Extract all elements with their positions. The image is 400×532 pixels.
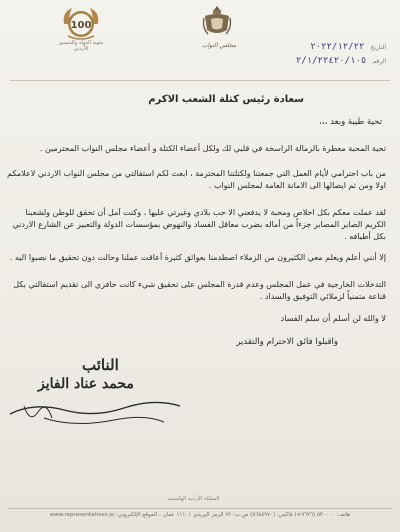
paragraph-3: لقد عملت معكم بكل اخلاص ومحبة لا يدفعني الا حب بلادي وغيرتي عليها ، وكنت آمل أن تحقق للوطن ولشعبنا الكريم الصابر المصابر جزءاً من أماله بضرب معاقل الفساد والنهوض بمؤسسات الدولة والتعبير عن الشارع الاردني بكل أطيافه . [12, 208, 386, 241]
paragraph-4: إلا أنني أعلم ويعلم معي الكثيرون من الزملاء اصطدمنا بعوائق كثيرة أعاقت عملنا وحالت دون تحقيق ما نصبوا اليه . [9, 253, 386, 262]
date-label: التاريخ [370, 44, 386, 51]
closing-line: لا والله لن أسلم أن سلم الفساد [280, 314, 386, 323]
footer-contact: هاتف: ٥٣٠٠٠٠ (٩٦٢٦+) فاكس: (٥٦٨٥٩٧٠) ص.ب: ٧٢ الرمز البريدي ١١١٠١ عمان ، الموقع الإلكتروني: www.representatives.jo [49, 512, 351, 518]
signer-title: النائب [82, 356, 119, 374]
centenary-caption: مئوية الدولة والدستور الأردني [58, 40, 104, 52]
greeting: تحية طيبة وبعد ،،، [319, 117, 382, 127]
handwritten-signature [4, 384, 184, 436]
parliament-caption: مجلس النواب [201, 42, 237, 49]
reference-row [266, 56, 386, 70]
parliament-crest-icon [202, 4, 232, 38]
letter-meta [266, 42, 386, 70]
date-value: ٢٠٢٢/١٢/٢٢ [310, 42, 365, 52]
addressee: سعادة رئيس كتلة الشعب الاكرم [148, 94, 304, 105]
paragraph-5: التدخلات الخارجية في عمل المجلس وعدم قدرة المجلس على تحقيق شيء كانت حافزي الى تقديم استقالتي بكل قناعة متمنياً لزملائي التوفيق والسداد . [13, 280, 386, 301]
centenary-100-logo [58, 4, 104, 44]
footer-divider [8, 508, 392, 509]
paragraph-2: من باب احترامي لأيام العمل التي جمعتنا ولكتلتنا المحترمة ، ابعث لكم استقالتي من مجلس النواب الاردني لاعلامكم اولا ومن ثم ايصالها الى الامانة العامة لمجلس النواب . [7, 169, 386, 190]
header-divider [10, 80, 390, 81]
paragraph-1: تحية المحبة معطرة بالزمالة الراسخة في قلبي لك ولكل أعضاء الكتلة و أعضاء مجلس النواب المحترمين . [39, 144, 386, 153]
reference-value: ٢/١/٢٢٤٢٠/١٠٥ [295, 56, 367, 66]
signer-name: محمد عناد الفايز [38, 376, 134, 392]
svg-text:100: 100 [70, 20, 92, 31]
date-row [266, 42, 386, 56]
footer-seal-text: المملكة الأردنية الهاشمية [168, 496, 220, 502]
closing-regards: واقبلوا فائق الاحترام والتقدير [236, 337, 338, 347]
reference-label: الرقم [372, 58, 386, 65]
